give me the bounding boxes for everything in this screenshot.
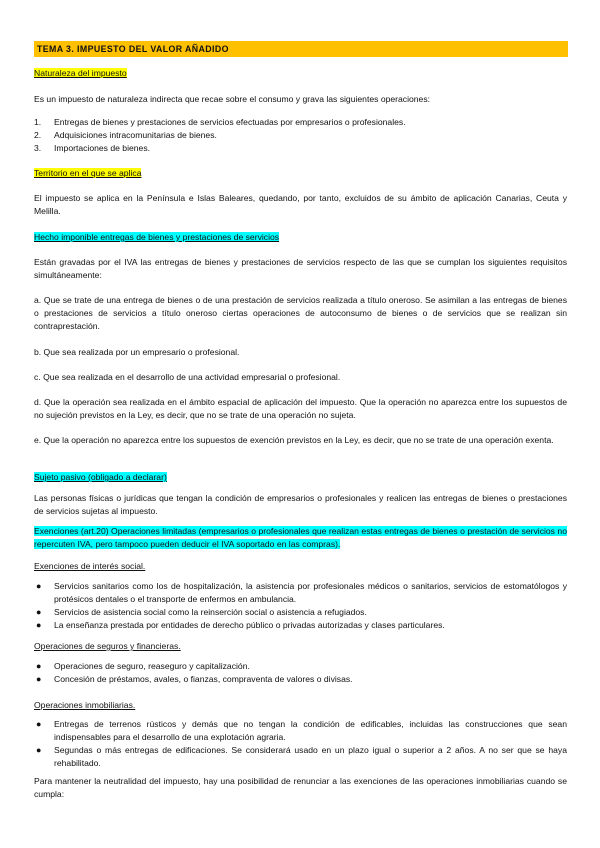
heading-interes-social: Exenciones de interés social. bbox=[34, 561, 146, 571]
page-title: TEMA 3. IMPUESTO DEL VALOR AÑADIDO bbox=[37, 44, 229, 54]
title-bar bbox=[34, 41, 568, 57]
list-item: 2. Adquisiciones intracomunitarias de bienes. bbox=[34, 130, 217, 140]
bullet-icon: ● bbox=[36, 661, 42, 671]
hecho-requisito-a: a. Que se trate de una entrega de bienes o de una prestación de servicios realizada a título oneroso. Se asimilan a las entregas de bienes o prestaciones de servicios a título oneroso ciertas operaciones de autoconsumo de bienes o de servicios que se realizan sin contraprestación. bbox=[34, 295, 567, 331]
heading-naturaleza: Naturaleza del impuesto bbox=[34, 68, 127, 78]
list-item: ● Servicios sanitarios como los de hospitalización, la asistencia por profesionales médicos o sanitarios, servicios de estomatólogos y protésicos dentales o el transporte de enfermos en ambulancia. bbox=[36, 581, 567, 604]
list-item: 3. Importaciones de bienes. bbox=[34, 143, 151, 153]
list-item: ● Concesión de préstamos, avales, o fianzas, compraventa de valores o divisas. bbox=[36, 674, 353, 684]
list-item: 1. Entregas de bienes y prestaciones de servicios efectuadas por empresarios o profesionales. bbox=[34, 117, 406, 127]
section-sujeto-heading bbox=[34, 471, 567, 484]
hecho-requisito-e: e. Que la operación no aparezca entre los supuestos de exención previstos en la Ley, es decir, que no se trate de una operación exenta. bbox=[34, 435, 554, 445]
renuncia-text: Para mantener la neutralidad del impuesto, hay una posibilidad de renunciar a las exenciones de las operaciones inmobiliarias cuando se cumpla: bbox=[34, 776, 567, 799]
section-territorio-heading bbox=[34, 167, 567, 180]
list-item: ● Servicios de asistencia social como la reinserción social o asistencia a refugiados. bbox=[36, 607, 367, 617]
hecho-intro: Están gravadas por el IVA las entregas de bienes y prestaciones de servicios respecto de las que se cumplan los siguientes requisitos simultáneamente: bbox=[34, 257, 567, 280]
list-item: ● Entregas de terrenos rústicos y demás que no tengan la condición de edificables, incluidas las construcciones que sean indispensables para el desarrollo de una explotación agraria. bbox=[36, 719, 567, 742]
list-item: ● Segundas o más entregas de edificaciones. Se considerará usado en un plazo igual o superior a 2 años. A no ser que se haya rehabilitado. bbox=[36, 745, 567, 768]
heading-sujeto-pasivo: Sujeto pasivo (obligado a declarar) bbox=[34, 472, 167, 482]
naturaleza-intro: Es un impuesto de naturaleza indirecta que recae sobre el consumo y grava las siguientes operaciones: bbox=[34, 94, 431, 104]
hecho-requisito-d: d. Que la operación sea realizada en el ámbito espacial de aplicación del impuesto. Que la operación no aparezca entre los supuestos de no sujeción previstos en la Ley, es decir, que no se trate de una operación no sujeta. bbox=[34, 397, 567, 420]
heading-inmobiliarias: Operaciones inmobiliarias. bbox=[34, 700, 136, 710]
interes-social-list bbox=[34, 580, 567, 632]
section-hecho-heading bbox=[34, 231, 567, 244]
hecho-requisito-c: c. Que sea realizada en el desarrollo de una actividad empresarial o profesional. bbox=[34, 372, 341, 382]
bullet-icon: ● bbox=[36, 581, 42, 591]
heading-hecho-imponible: Hecho imponible entregas de bienes y prestaciones de servicios bbox=[34, 232, 280, 242]
section-inmobiliarias-heading bbox=[34, 699, 567, 712]
section-naturaleza-heading bbox=[34, 67, 567, 80]
bullet-icon: ● bbox=[36, 745, 42, 755]
sujeto-text: Las personas físicas o jurídicas que tengan la condición de empresarios o profesionales y realicen las entregas de bienes o prestaciones de servicios sujetas al impuesto. bbox=[34, 493, 567, 516]
section-seguros-heading bbox=[34, 640, 567, 653]
hecho-requisito-b: b. Que sea realizada por un empresario o profesional. bbox=[34, 347, 240, 357]
naturaleza-list bbox=[34, 116, 567, 155]
bullet-icon: ● bbox=[36, 674, 42, 684]
section-interes-social-heading bbox=[34, 560, 567, 573]
exenciones-text: Exenciones (art.20) Operaciones limitadas (empresarios o profesionales que realizan estas entregas de bienes o prestación de servicios no repercuten IVA, pero tampoco pueden deducir el IVA soportado en las compras). bbox=[34, 526, 567, 549]
bullet-icon: ● bbox=[36, 719, 42, 729]
inmobiliarias-list bbox=[34, 718, 567, 770]
territorio-text: El impuesto se aplica en la Península e Islas Baleares, quedando, por tanto, excluidos de su ámbito de aplicación Canarias, Ceuta y Melilla. bbox=[34, 193, 567, 216]
bullet-icon: ● bbox=[36, 607, 42, 617]
bullet-icon: ● bbox=[36, 620, 42, 630]
heading-territorio: Territorio en el que se aplica bbox=[34, 168, 142, 178]
heading-seguros: Operaciones de seguros y financieras. bbox=[34, 641, 181, 651]
list-item: ● Operaciones de seguro, reaseguro y capitalización. bbox=[36, 661, 250, 671]
list-item: ● La enseñanza prestada por entidades de derecho público o privadas autorizadas y clases particulares. bbox=[36, 620, 445, 630]
seguros-list bbox=[34, 660, 567, 686]
